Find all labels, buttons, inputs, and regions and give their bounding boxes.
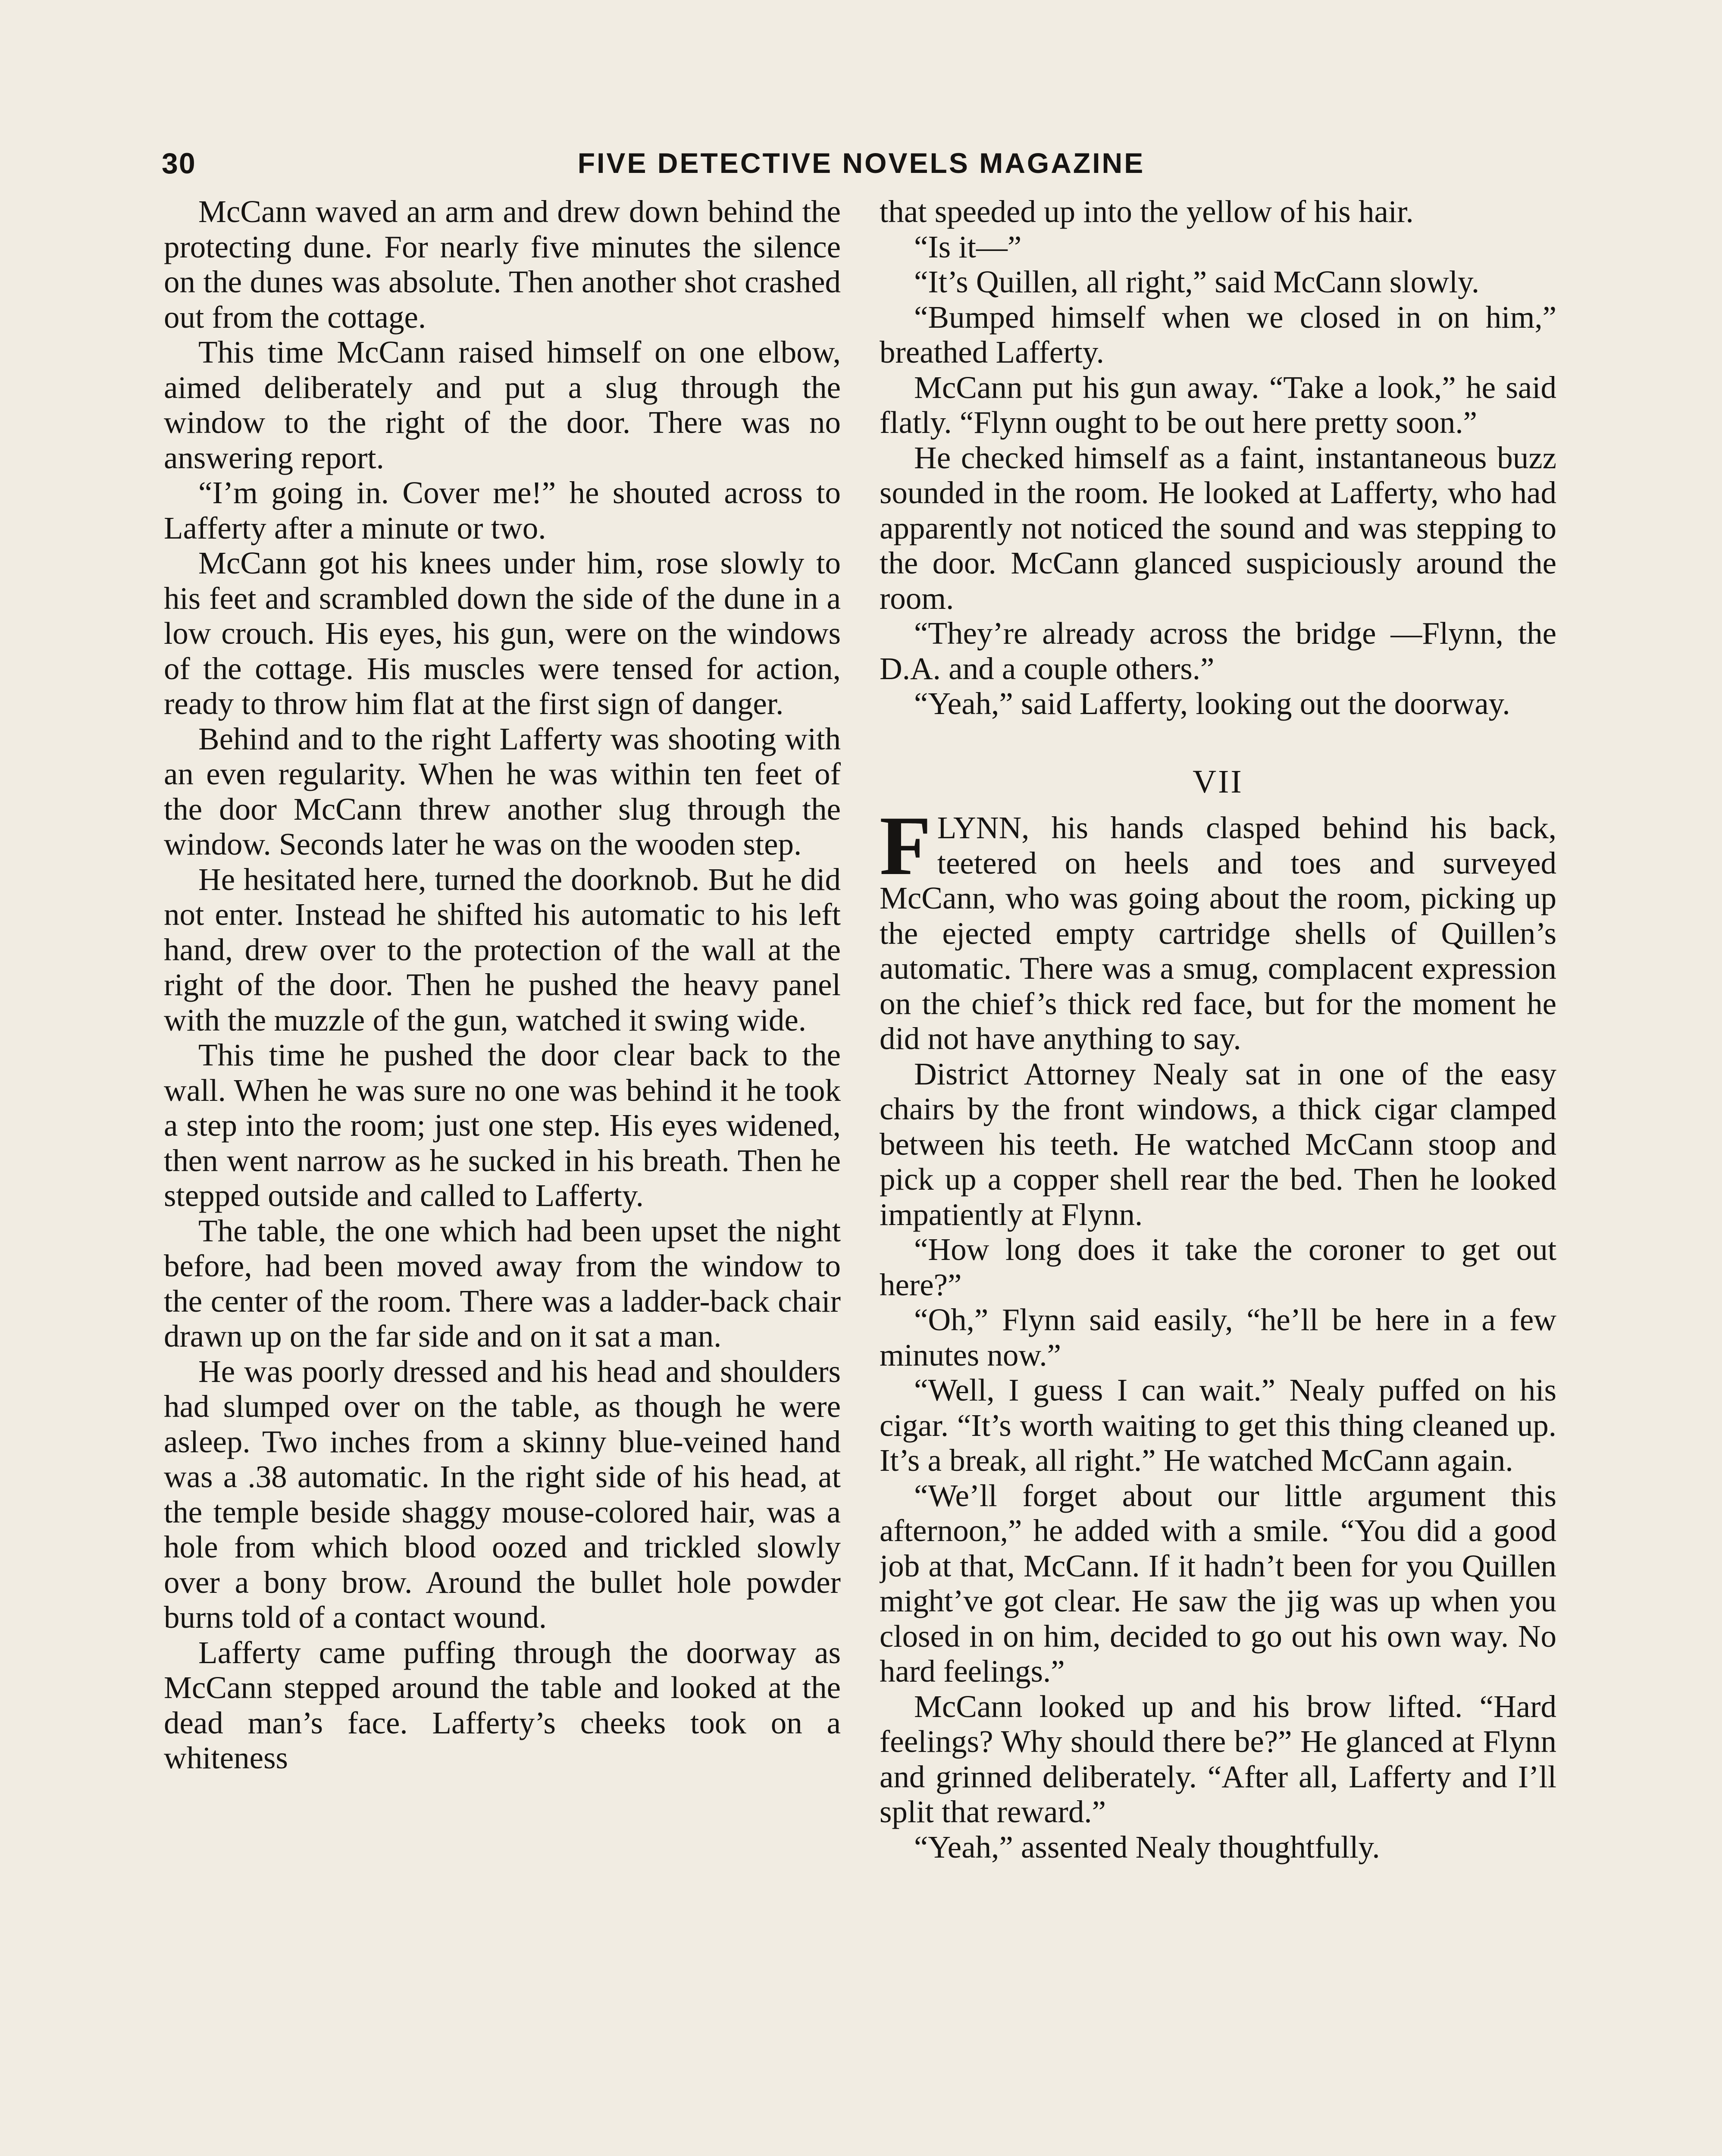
paragraph: “How long does it take the coroner to get out here?” xyxy=(880,1232,1556,1302)
right-column xyxy=(880,194,1556,2156)
paragraph: District Attorney Nealy sat in one of the easy chairs by the front windows, a thick cigar clamped between his teeth. He watched McCann stoop and pick up a copper shell rear the bed. Then he looked impatiently at Flynn. xyxy=(880,1056,1556,1232)
drop-cap: F xyxy=(880,799,931,893)
paragraph: Lafferty came puffing through the doorway as McCann stepped around the table and looked at the dead man’s face. Lafferty’s cheeks took on a whiteness xyxy=(164,1635,841,1775)
paragraph: “Oh,” Flynn said easily, “he’ll be here in a few minutes now.” xyxy=(880,1302,1556,1373)
first-paragraph-text: LYNN, his hands clasped behind his back, teetered on heels and toes and surveyed McCann, who was going about the room, picking up the ejected empty cartridge shells of Quillen’s automatic. There was a smug, complacent expression on the chief’s thick red face, but for the moment he did not have anything to say. xyxy=(880,810,1556,1056)
paragraph: “Well, I guess I can wait.” Nealy puffed on his cigar. “It’s worth waiting to get this thing cleaned up. It’s a break, all right.” He watched McCann again. xyxy=(880,1373,1556,1478)
paragraph: He was poorly dressed and his head and shoulders had slumped over on the table, as though he were asleep. Two inches from a skinny blue-veined hand was a .38 automatic. In the right side of his head, at the temple beside shaggy mouse-colored hair, was a hole from which blood oozed and trickled slowly over a bony brow. Around the bullet hole powder burns told of a contact wound. xyxy=(164,1354,841,1635)
paragraph: McCann looked up and his brow lifted. “Hard feelings? Why should there be?” He glanced at Flynn and grinned deliberately. “After all, Lafferty and I’ll split that reward.” xyxy=(880,1689,1556,1829)
paragraph: “Yeah,” assented Nealy thoughtfully. xyxy=(914,1829,1380,1865)
left-column xyxy=(164,194,841,2156)
running-head: FIVE DETECTIVE NOVELS MAGAZINE xyxy=(577,147,1145,179)
paragraph: McCann put his gun away. “Take a look,” he said flatly. “Flynn ought to be out here pretty soon.” xyxy=(880,370,1556,440)
paragraph: This time McCann raised himself on one elbow, aimed deliberately and put a slug through the window to the right of the door. There was no answering report. xyxy=(164,335,841,475)
paragraph: “We’ll forget about our little argument this afternoon,” he added with a smile. “You did a good job at that, McCann. If it hadn’t been for you Quillen might’ve got clear. He saw the jig was up when you closed in on him, decided to go out his own way. No hard feelings.” xyxy=(880,1478,1556,1689)
paragraph: He checked himself as a faint, instantaneous buzz sounded in the room. He looked at Lafferty, who had apparently not noticed the sound and was stepping to the door. McCann glanced suspiciously around the room. xyxy=(880,440,1556,616)
section-heading: VII xyxy=(1193,763,1243,800)
paragraph: “Is it—” xyxy=(914,229,1022,264)
paragraph: “It’s Quillen, all right,” said McCann slowly. xyxy=(914,264,1480,299)
paragraph: Behind and to the right Lafferty was shooting with an even regularity. When he was within ten feet of the door McCann threw another slug through the window. Seconds later he was on the wooden step. xyxy=(164,721,841,862)
paragraph: The table, the one which had been upset the night before, had been moved away from the window to the center of the room. There was a ladder-back chair drawn up on the far side and on it sat a man. xyxy=(164,1213,841,1354)
paragraph: “They’re already across the bridge —Flynn, the D.A. and a couple others.” xyxy=(880,616,1556,686)
paragraph: “Bumped himself when we closed in on him,” breathed Lafferty. xyxy=(880,299,1556,370)
continued-paragraph: that speeded up into the yellow of his hair. xyxy=(880,194,1414,229)
paragraph: McCann waved an arm and drew down behind the protecting dune. For nearly five minutes the silence on the dunes was absolute. Then another shot crashed out from the cottage. xyxy=(164,194,841,335)
paragraph: This time he pushed the door clear back to the wall. When he was sure no one was behind it he took a step into the room; just one step. His eyes widened, then went narrow as he sucked in his breath. Then he stepped outside and called to Lafferty. xyxy=(164,1037,841,1213)
paragraph: “I’m going in. Cover me!” he shouted across to Lafferty after a minute or two. xyxy=(164,475,841,545)
paragraph: He hesitated here, turned the doorknob. But he did not enter. Instead he shifted his automatic to his left hand, drew over to the protection of the wall at the right of the door. Then he pushed the heavy panel with the muzzle of the gun, watched it swing wide. xyxy=(164,862,841,1037)
page-header xyxy=(162,147,1561,194)
section-first-paragraph xyxy=(880,799,1556,1056)
paragraph: McCann got his knees under him, rose slowly to his feet and scrambled down the side of the dune in a low crouch. His eyes, his gun, were on the windows of the cottage. His muscles were tensed for action, ready to throw him flat at the first sign of danger. xyxy=(164,545,841,721)
paragraph: “Yeah,” said Lafferty, looking out the doorway. xyxy=(914,686,1510,721)
page-number: 30 xyxy=(162,147,196,180)
